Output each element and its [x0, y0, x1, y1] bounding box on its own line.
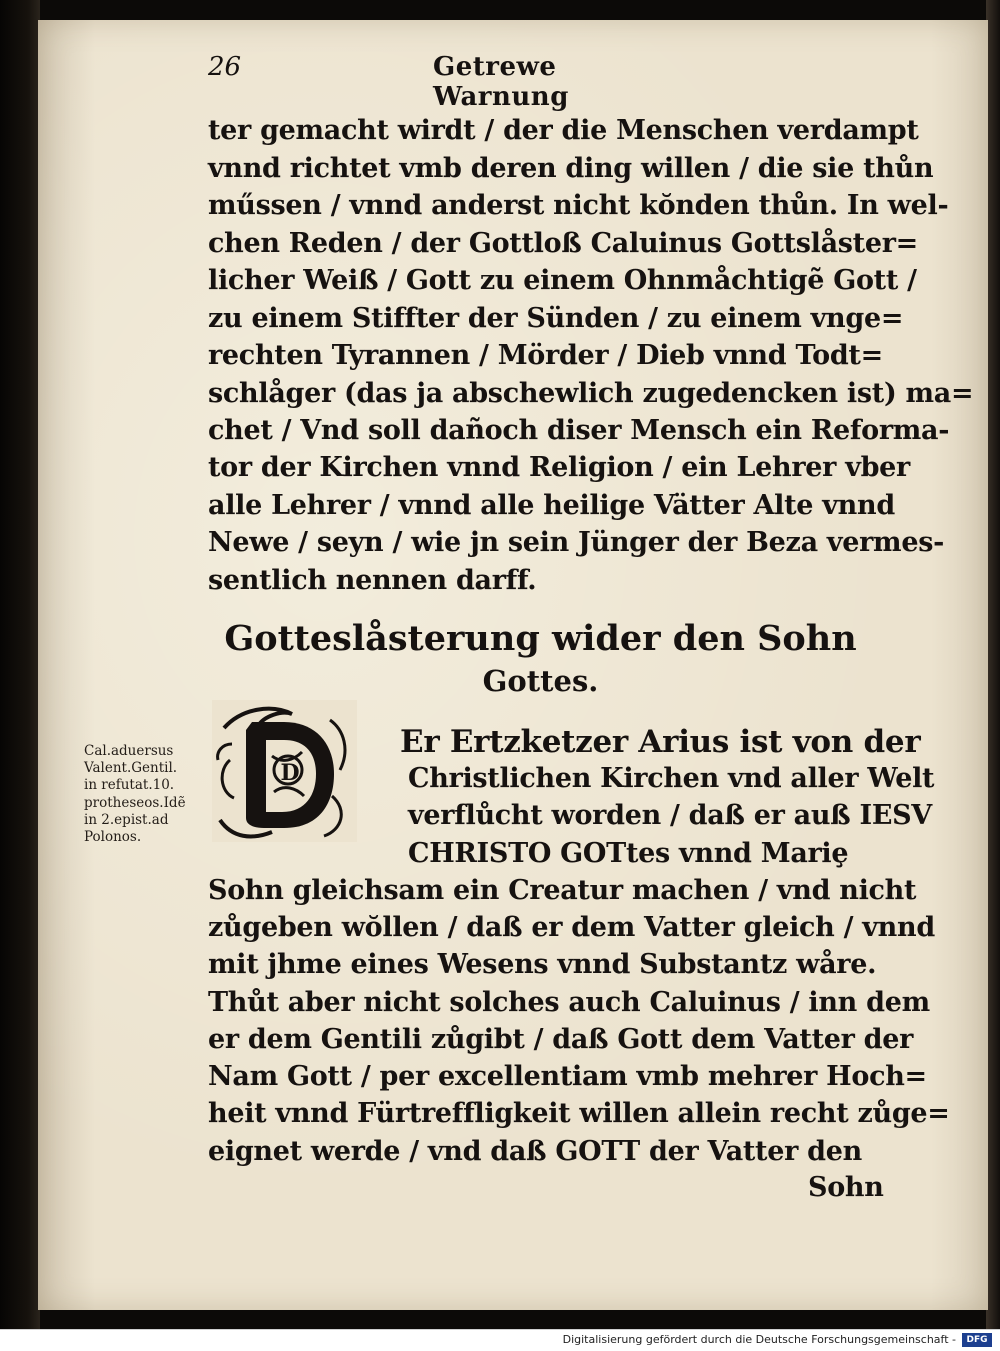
book-spine-shadow	[0, 0, 40, 1330]
text-line: chet / Vnd soll dañoch diser Mensch ein Reforma-	[208, 415, 950, 446]
text-line: mit jhme eines Wesens vnnd Substantz wåre.	[208, 949, 877, 980]
text-line: sentlich nennen darff.	[208, 565, 537, 596]
text-line: Newe / seyn / wie jn sein Jünger der Beza vermes-	[208, 527, 945, 558]
text-line: Christlichen Kirchen vnd aller Welt	[408, 763, 935, 794]
text-line: Er Ertzketzer Arius ist von der	[400, 724, 921, 760]
text-line: Thůt aber nicht solches auch Caluinus / inn dem	[208, 987, 930, 1018]
text-line: rechten Tyrannen / Mörder / Dieb vnnd Todt=	[208, 340, 883, 371]
text-line: heit vnnd Fürtreffligkeit willen allein recht zůge=	[208, 1098, 950, 1129]
initial-letter: D	[280, 760, 300, 786]
text-line: zůgeben wŏllen / daß er dem Vatter gleich / vnnd	[208, 912, 935, 943]
text-line: eignet werde / vnd daß GOTT der Vatter den	[208, 1136, 862, 1167]
margin-note-line: Valent.Gentil.	[84, 760, 178, 777]
text-line: chen Reden / der Gottloß Caluinus Gottslåster=	[208, 228, 918, 259]
page-edge	[986, 0, 1000, 1330]
text-line: er dem Gentili zůgibt / daß Gott dem Vatter der	[208, 1024, 914, 1055]
text-line: schlåger (das ja abschewlich zugedencken ist) ma=	[208, 378, 974, 409]
section-heading: Gotteslåsterung wider den Sohn	[224, 618, 857, 659]
text-line: Sohn gleichsam ein Creatur machen / vnd nicht	[208, 875, 917, 906]
margin-note-line: in refutat.10.	[84, 777, 175, 794]
margin-note-line: in 2.epist.ad	[84, 811, 169, 828]
margin-note	[84, 743, 209, 846]
text-line: zu einem Stiffter der Sünden / zu einem vnge=	[208, 303, 904, 334]
text-line: licher Weiß / Gott zu einem Ohnmåchtigẽ Gott /	[208, 265, 917, 296]
text-line: Nam Gott / per excellentiam vmb mehrer Hoch=	[208, 1061, 927, 1092]
page-number: 26	[208, 52, 242, 82]
margin-note-line: Cal.aduersus	[84, 743, 174, 759]
text-line: CHRISTO GOTtes vnnd Mariȩ	[408, 838, 849, 869]
running-head: Getrewe Warnung	[433, 52, 569, 112]
section-heading-line2: Gottes.	[482, 664, 599, 698]
funding-notice: Digitalisierung gefördert durch die Deutsche Forschungsgemeinschaft -	[562, 1333, 956, 1346]
text-line: tor der Kirchen vnnd Religion / ein Lehrer vber	[208, 452, 910, 483]
dfg-logo: DFG	[962, 1333, 992, 1347]
footer-bar	[0, 1329, 1000, 1351]
text-line: vnnd richtet vmb deren ding willen / die sie thůn	[208, 153, 934, 184]
page-header	[208, 52, 678, 112]
decorated-initial	[212, 700, 357, 842]
text-line: műssen / vnnd anderst nicht kŏnden thůn. In wel-	[208, 190, 949, 221]
catchword: Sohn	[808, 1172, 884, 1203]
text-line: verflůcht worden / daß er auß IESV	[408, 800, 932, 831]
margin-note-line: protheseos.Idẽ	[84, 794, 186, 811]
margin-note-line: Polonos.	[84, 829, 142, 846]
text-line: ter gemacht wirdt / der die Menschen verdampt	[208, 115, 919, 146]
text-line: alle Lehrer / vnnd alle heilige Vätter Alte vnnd	[208, 490, 895, 521]
